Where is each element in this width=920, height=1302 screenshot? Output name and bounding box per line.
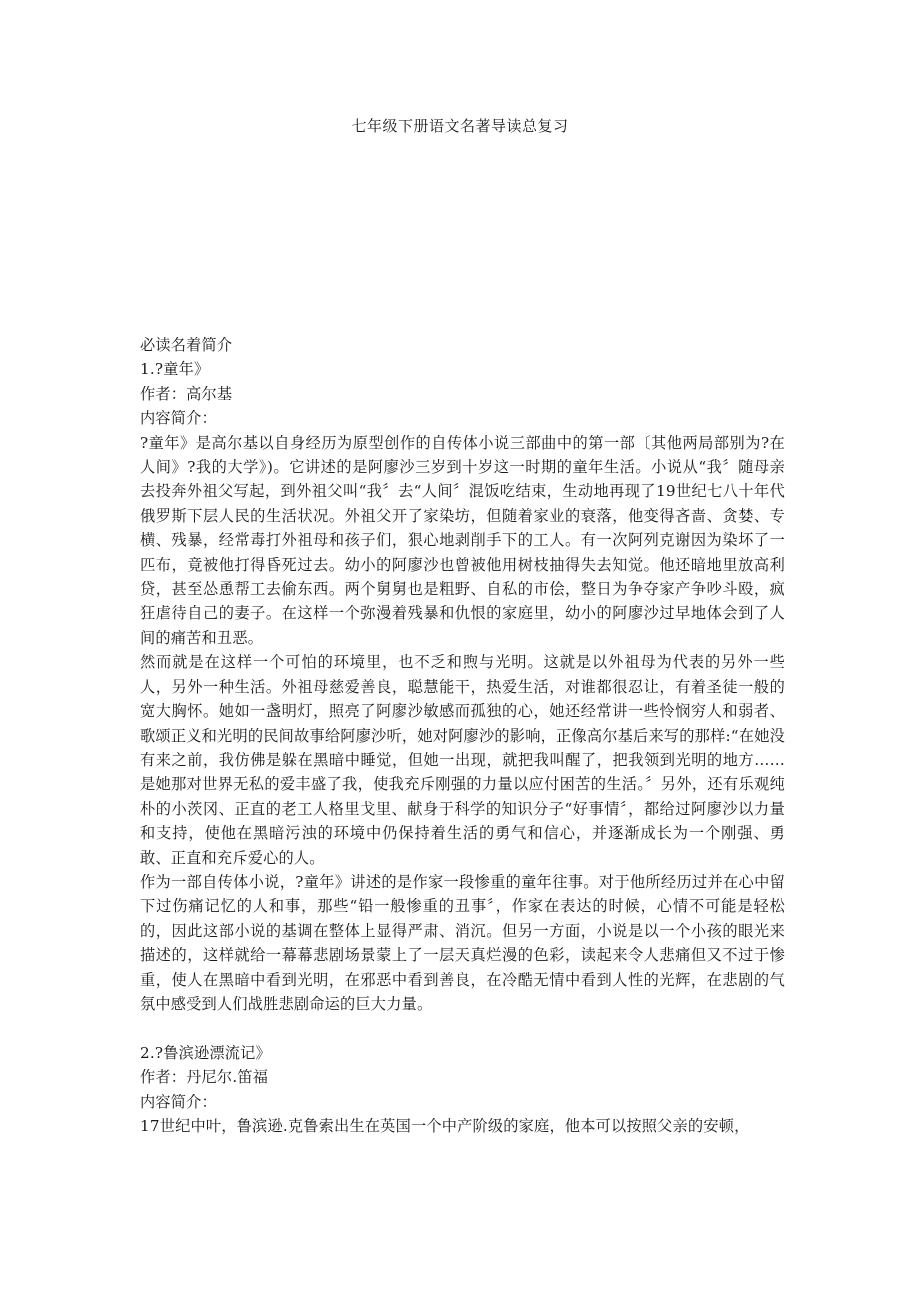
document-body — [140, 333, 785, 1138]
paragraph: ?童年》是高尔基以自身经历为原型创作的自传体小说三部曲中的第一部〔其他两局部别为?在人间》?我的大学》)。它讲述的是阿廖沙三岁到十岁这一时期的童年生活。小说从“我〞随母亲去投奔外祖父写起，到外祖父叫“我〞去“人间〞混饭吃结束，生动地再现了19世纪七八十年代俄罗斯下层人民的生活状况。外祖父开了家染坊，但随着家业的衰落，他变得吝啬、贪婪、专横、残暴，经常毒打外祖母和孩子们，狠心地剥削手下的工人。有一次阿列克谢因为染坏了一匹布，竟被他打得昏死过去。幼小的阿廖沙也曾被他用树枝抽得失去知觉。他还暗地里放高利贷，甚至怂恿帮工去偷东西。两个舅舅也是粗野、自私的市侩，整日为争夺家产争吵斗殴，疯狂虐待自己的妻子。在这样一个弥漫着残暴和仇恨的家庭里，幼小的阿廖沙过早地体会到了人间的痛苦和丑恶。 — [140, 433, 785, 647]
section-heading: 必读名着简介 — [140, 336, 233, 354]
intro-label: 内容简介： — [140, 1092, 217, 1111]
intro-label: 内容简介： — [140, 409, 217, 428]
book-heading: 2.?鲁滨逊漂流记》 — [140, 1043, 271, 1062]
book-heading: 1.?童年》 — [140, 360, 210, 379]
document-title: 七年级下册语文名著导读总复习 — [351, 117, 569, 135]
paragraph: 然而就是在这样一个可怕的环境里，也不乏和煦与光明。这就是以外祖母为代表的另外一些人，另外一种生活。外祖母慈爱善良，聪慧能干，热爱生活，对谁都很忍让，有着圣徒一般的宽大胸怀。她如一盏明灯，照亮了阿廖沙敏感而孤独的心，她还经常讲一些怜悯穷人和弱者、歌颂正义和光明的民间故事给阿廖沙听，她对阿廖沙的影响，正像高尔基后来写的那样:“在她没有来之前，我仿佛是躲在黑暗中睡觉，但她一出现，就把我叫醒了，把我领到光明的地方……是她那对世界无私的爱丰盛了我，使我充斥刚强的力量以应付困苦的生活。〞另外，还有乐观纯朴的小茨冈、正直的老工人格里戈里、献身于科学的知识分子“好事情〞，都给过阿廖沙以力量和支持，使他在黑暗污浊的环境中仍保持着生活的勇气和信心，并逐渐成长为一个刚强、勇敢、正直和充斥爱心的人。 — [140, 653, 785, 867]
paragraph: 17世纪中叶，鲁滨逊.克鲁索出生在英国一个中产阶级的家庭，他本可以按照父亲的安顿， — [140, 1116, 750, 1135]
book-author: 作者：丹尼尔.笛福 — [140, 1068, 269, 1087]
paragraph: 作为一部自传体小说，?童年》讲述的是作家一段惨重的童年往事。对于他所经历过并在心中留下过伤痛记忆的人和事，那些“铅一般惨重的丑事〞，作家在表达的时候，心情不可能是轻松的，因此这部小说的基调在整体上显得严肃、消沉。但另一方面，小说是以一个小孩的眼光来描述的，这样就给一幕幕悲剧场景蒙上了一层天真烂漫的色彩，读起来令人悲痛但又不过于惨重，使人在黑暗中看到光明，在邪恶中看到善良，在冷酷无情中看到人性的光辉，在悲剧的气氛中感受到人们战胜悲剧命运的巨大力量。 — [140, 872, 785, 1013]
paragraph-gap — [140, 1016, 785, 1040]
book-author: 作者：高尔基 — [140, 384, 233, 403]
